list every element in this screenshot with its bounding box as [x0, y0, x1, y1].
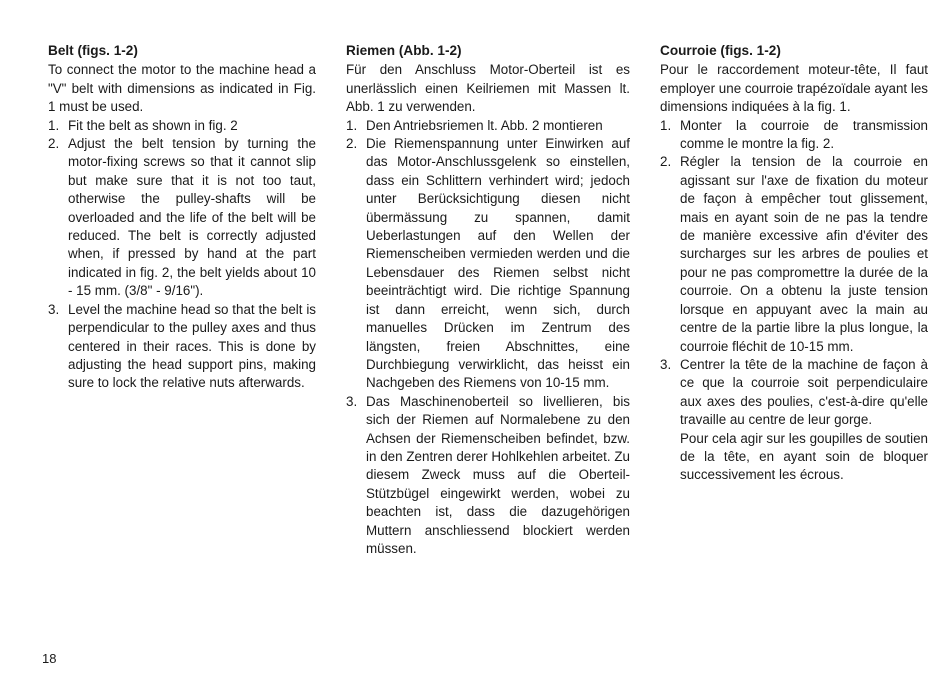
- item-number: 1.: [660, 117, 672, 133]
- list-item: [346, 135, 630, 393]
- german-column: [346, 42, 630, 558]
- item-number: 3.: [346, 393, 358, 409]
- item-text: Level the machine head so that the belt is perpendicular to the pulley axes and thus centered in their races. This is done by adjusting the head support pins, making sure to lock the relative nuts afterwards.: [68, 301, 316, 391]
- french-column: [660, 42, 928, 485]
- list-item: [660, 153, 928, 355]
- english-intro: To connect the motor to the machine head a "V" belt with dimensions as indicated in Fig. 1 must be used.: [48, 62, 316, 115]
- list-item: [48, 117, 316, 135]
- item-text: Die Riemenspannung unter Einwirken auf das Motor-Anschlussgelenk so einstellen, dass ein Schlittern verhindert wird; jedoch unter Berücksichtigung diesen nicht übermässung zu spannen, damit Ueberlastungen auf den Wellen der Riemenscheiben vermieden werden und die Lebensdauer des Riemen selbst nicht beeinträchtigt wird. Die richtige Spannung ist dann erreicht, wenn sich, durch manuelles Drücken im Zentrum des längsten, freien Abschnittes, eine Durchbiegung verwirklicht, das heisst ein Nachgeben des Riemens von 10-15 mm.: [366, 136, 630, 391]
- french-intro: Pour le raccordement moteur-tête, Il faut employer une courroie trapézoïdale ayant les dimensions indiquées à la fig. 1.: [660, 62, 928, 115]
- german-intro: Für den Anschluss Motor-Oberteil ist es unerlässlich einen Keilriemen mit Massen lt. Abb. 1 zu verwenden.: [346, 62, 630, 115]
- page-number: 18: [42, 651, 57, 666]
- item-continuation: Pour cela agir sur les goupilles de soutien de la tête, en ayant soin de bloquer successivement les écrous.: [680, 430, 928, 483]
- item-number: 2.: [48, 136, 60, 152]
- list-item: [660, 356, 928, 430]
- item-text: Monter la courroie de transmission comme le montre la fig. 2.: [680, 117, 928, 152]
- item-number: 1.: [346, 117, 358, 133]
- list-item: [346, 393, 630, 559]
- item-number: 2.: [660, 154, 672, 170]
- german-heading: Riemen (Abb. 1-2): [346, 43, 462, 58]
- item-text: Adjust the belt tension by turning the motor-fixing screws so that it cannot slip but make sure that it is not too taut, otherwise the pulley-shafts will be overloaded and the life of the belt will be reduced. The belt is correctly adjusted when, if pressed by hand at the part indicated in fig. 2, the belt yields about 10 - 15 mm. (3/8" - 9/16").: [68, 136, 316, 299]
- list-item: [48, 135, 316, 301]
- item-text: Régler la tension de la courroie en agissant sur l'axe de fixation du moteur de façon à empêcher tout glissement, mais en ayant soin de ne pas la tendre de manière excessive afin d'éviter des surcharges sur les arbres de poulies et pour ne pas compromettre la durée de la courroie. On a obtenu la juste tension lorsque en appuyant avec la main au centre de la partie libre la plus longue, la courroie fléchit de 10-15 mm.: [680, 154, 928, 354]
- item-number: 3.: [660, 356, 672, 372]
- item-text: Fit the belt as shown in fig. 2: [68, 117, 238, 133]
- french-heading: Courroie (figs. 1-2): [660, 43, 781, 58]
- item-number: 3.: [48, 301, 60, 317]
- item-text: Das Maschinenoberteil so livellieren, bis sich der Riemen auf Normalebene zu den Achsen der Riemenscheiben befindet, bzw. in den Zentren derer Hohlkehlen arbeitet. Zu diesem Zweck muss auf die Oberteil-Stützbügel eingewirkt werden, wobei zu beachten ist, dass die dazugehörigen Muttern anschliessend blockiert werden müssen.: [366, 393, 630, 556]
- item-text: Centrer la tête de la machine de façon à ce que la courroie soit perpendiculaire aux axes des poulies, c'est-à-dire qu'elle travaille au centre de leur gorge.: [680, 356, 928, 428]
- english-heading: Belt (figs. 1-2): [48, 43, 138, 58]
- list-item: [48, 301, 316, 393]
- english-column: [48, 42, 316, 393]
- list-item: [346, 117, 630, 135]
- list-item: [660, 117, 928, 154]
- item-number: 1.: [48, 117, 60, 133]
- item-text: Den Antriebsriemen lt. Abb. 2 montieren: [366, 117, 603, 133]
- item-number: 2.: [346, 136, 358, 152]
